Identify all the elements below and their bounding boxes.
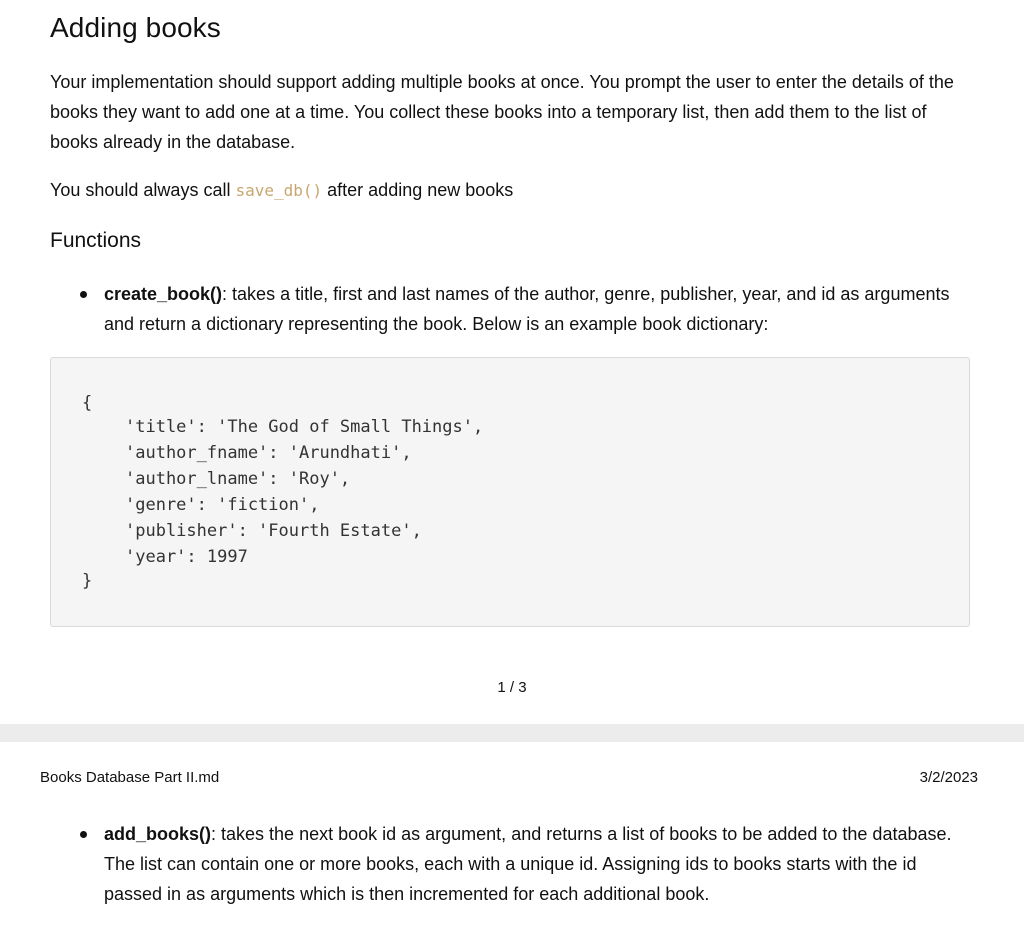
code-line: 'publisher': 'Fourth Estate', [125, 521, 422, 541]
add-books-list-item [104, 819, 974, 909]
save-db-inline-code: save_db() [235, 181, 323, 200]
save-note-text-before: You should always call [50, 180, 236, 200]
code-open-brace: { [82, 393, 93, 413]
save-note-text-after: after adding new books [322, 180, 514, 200]
add-books-description: : takes the next book id as argument, and returns a list of books to be added to the database. The list can contain one or more books, each with a unique id. Assigning ids to books starts with the id passed in as arguments which is then incremented for each additional book. [104, 824, 952, 904]
document-date: 3/2/2023 [919, 769, 978, 786]
intro-paragraph: Your implementation should support adding multiple books at once. You prompt the user to enter the details of the books they want to add one at a time. You collect these books into a temporary list, then add them to the list of books already in the database. [50, 72, 954, 152]
document-file-name: Books Database Part II.md [40, 769, 220, 786]
bullet-dot-icon [80, 291, 87, 298]
code-line: 'author_lname': 'Roy', [125, 469, 351, 489]
section-heading: Adding books [50, 12, 221, 43]
functions-heading: Functions [50, 229, 142, 252]
code-line: 'title': 'The God of Small Things', [125, 417, 484, 437]
create-book-list-item [104, 279, 964, 339]
page-number: 1 / 3 [497, 679, 527, 696]
create-book-description: : takes a title, first and last names of the author, genre, publisher, year, and id as arguments and return a dictionary representing the book. Below is an example book dictionary: [104, 284, 950, 334]
code-line: 'year': 1997 [125, 547, 248, 567]
bullet-dot-icon [80, 831, 87, 838]
code-line: 'genre': 'fiction', [125, 495, 320, 515]
code-close-brace: } [82, 571, 93, 591]
code-line: 'author_fname': 'Arundhati', [125, 443, 412, 463]
example-book-code-block [50, 357, 970, 627]
create-book-function-name: create_book() [104, 284, 223, 304]
document-page-2 [0, 742, 1024, 926]
add-books-function-name: add_books() [104, 824, 212, 844]
save-note-paragraph [50, 175, 975, 206]
page-separator [0, 724, 1024, 742]
